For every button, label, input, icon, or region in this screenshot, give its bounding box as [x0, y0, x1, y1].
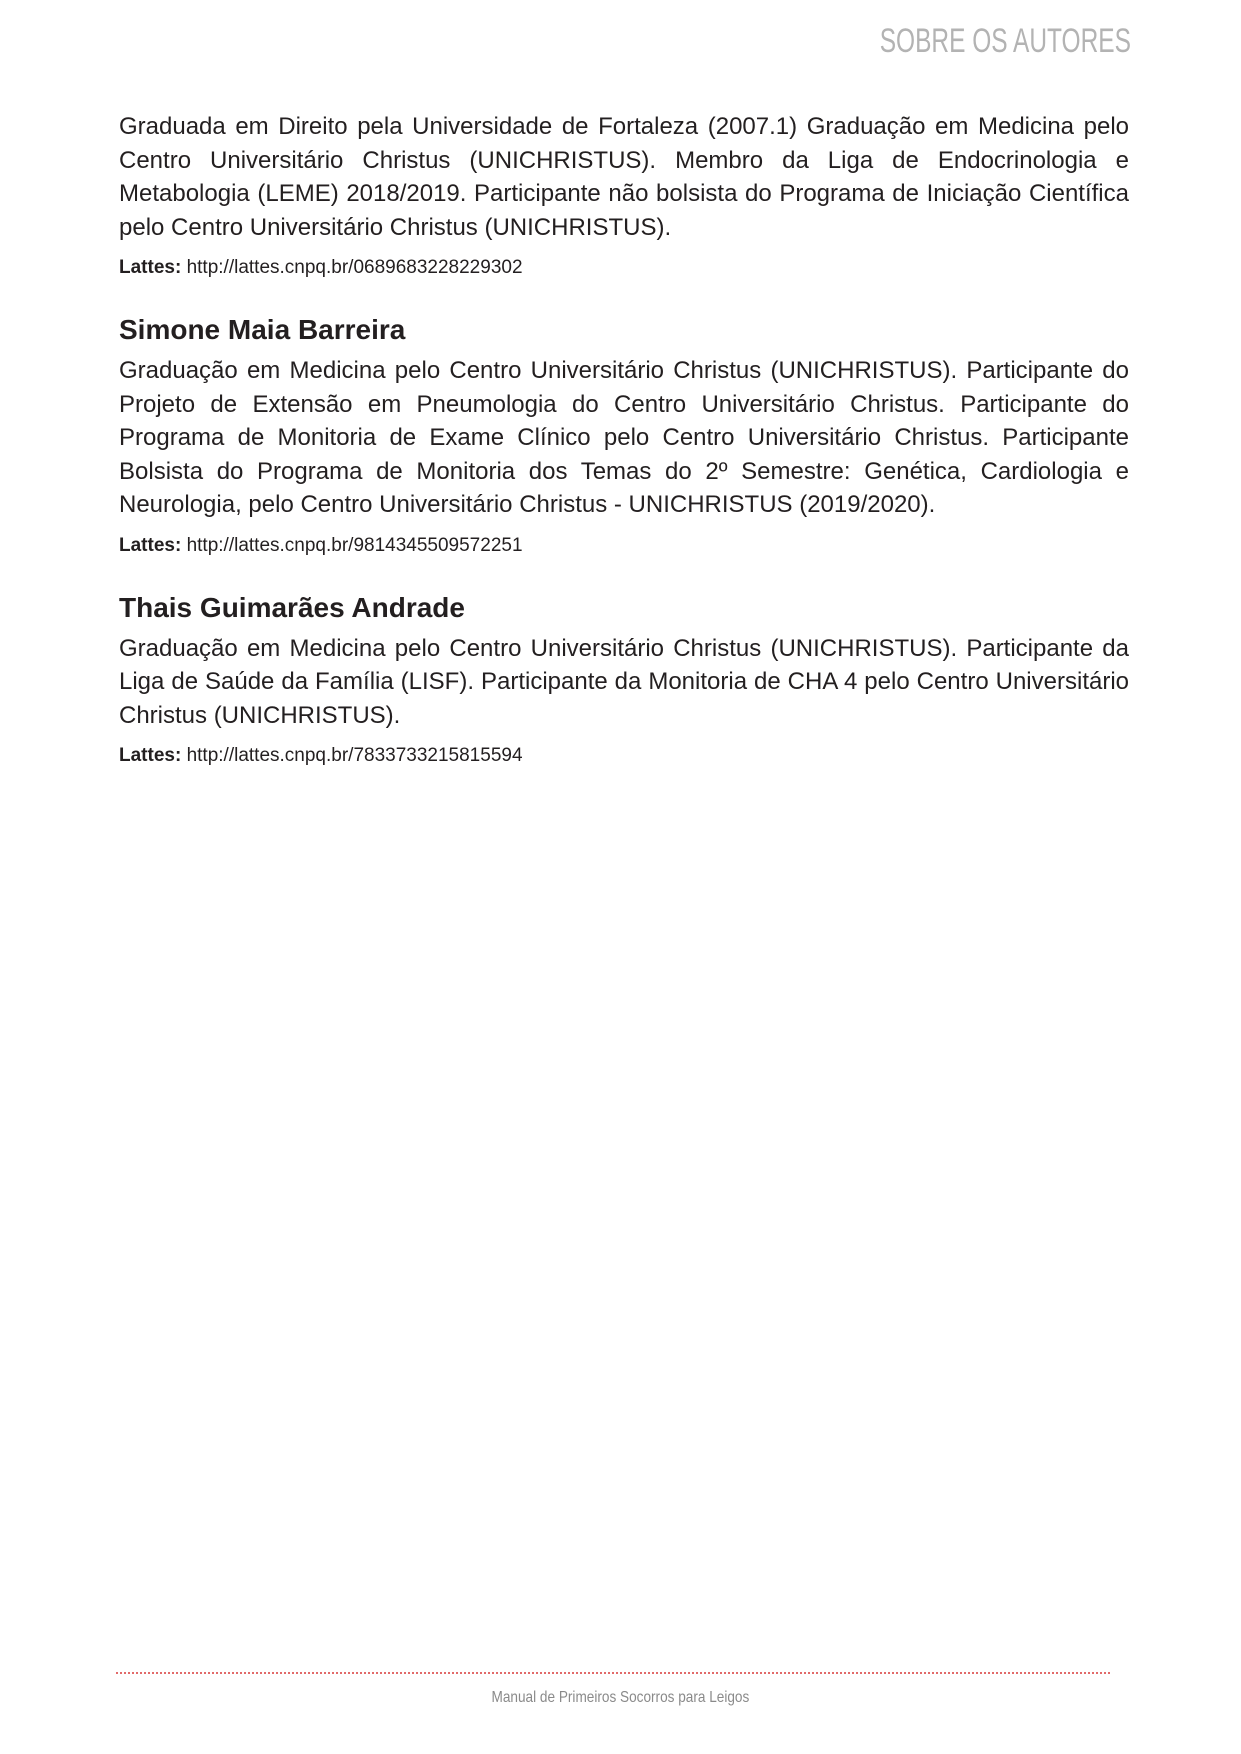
footer-book-title: Manual de Primeiros Socorros para Leigos	[491, 1689, 750, 1706]
lattes-label: Lattes:	[119, 534, 182, 556]
lattes-link[interactable]: http://lattes.cnpq.br/7833733215815594	[186, 745, 523, 766]
authors-section	[119, 110, 1129, 768]
footer-divider	[116, 1672, 1110, 1674]
lattes-line	[119, 744, 1129, 768]
author-bio: Graduação em Medicina pelo Centro Universitário Christus (UNICHRISTUS). Participante da Liga de Saúde da Família (LISF). Participante da Monitoria de CHA 4 pelo Centro Universitário Christus (UNICHRISTUS).	[119, 634, 1129, 729]
author-block	[119, 590, 1129, 769]
author-block	[119, 110, 1129, 280]
author-name: Simone Maia Barreira	[119, 314, 406, 345]
lattes-label: Lattes:	[119, 257, 182, 278]
lattes-line	[119, 256, 1129, 280]
lattes-link[interactable]: http://lattes.cnpq.br/9814345509572251	[186, 534, 523, 556]
author-block	[119, 312, 1129, 558]
running-header: SOBRE OS AUTORES	[879, 22, 1131, 60]
lattes-link[interactable]: http://lattes.cnpq.br/0689683228229302	[186, 257, 523, 278]
lattes-label: Lattes:	[119, 745, 182, 766]
author-bio: Graduada em Direito pela Universidade de Fortaleza (2007.1) Graduação em Medicina pelo Centro Universitário Christus (UNICHRISTUS). Membro da Liga de Endocrinologia e Metabologia (LEME) 2018/2019. Participante não bolsista do Programa de Iniciação Científica pelo Centro Universitário Christus (UNICHRISTUS).	[119, 113, 1129, 241]
author-bio: Graduação em Medicina pelo Centro Universitário Christus (UNICHRISTUS). Participante do Projeto de Extensão em Pneumologia do Centro Universitário Christus. Participante do Programa de Monitoria de Exame Clínico pelo Centro Universitário Christus. Participante Bolsista do Programa de Monitoria dos Temas do 2º Semestre: Genética, Cardiologia e Neurologia, pelo Centro Universitário Christus - UNICHRISTUS (2019/2020).	[119, 357, 1129, 518]
lattes-line	[119, 534, 1129, 558]
author-name: Thais Guimarães Andrade	[119, 591, 465, 623]
